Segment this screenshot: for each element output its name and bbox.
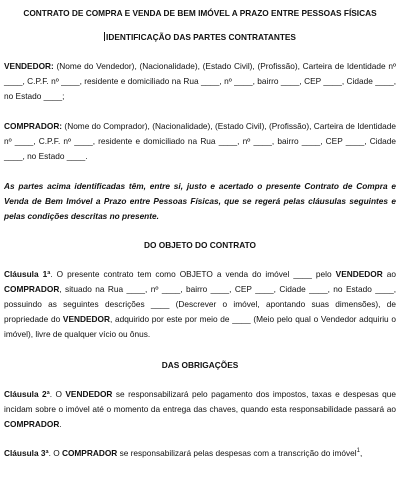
clausula-3-label: Cláusula 3ª <box>4 448 49 458</box>
identification-heading-text: IDENTIFICAÇÃO DAS PARTES CONTRATANTES <box>106 32 296 42</box>
clausula-3-text-3: , <box>359 448 363 458</box>
clausula-3-text-2: se responsabilizará pelas despesas com a transcrição do imóvel <box>117 448 357 458</box>
clausula-2-comprador: COMPRADOR <box>4 419 60 429</box>
vendedor-text: (Nome do Vendedor), (Nacionalidade), (Estado Civil), (Profissão), Carteira de Identidade nº ____, C.P.F. nº ____, residente e domiciliado na Rua ____, nº ____, bairro ____, CEP ____, Cidade ____, no Estado ____; <box>4 61 396 101</box>
intro-paragraph: As partes acima identificadas têm, entre si, justo e acertado o presente Contrato de Compra e Venda de Bem Imóvel a Prazo entre Pessoas Físicas, que se regerá pelas cláusulas seguintes e pelas condições descritas no presente. <box>4 181 396 221</box>
obrigacoes-heading: DAS OBRIGAÇÕES <box>161 360 239 370</box>
vendedor-paragraph <box>4 59 396 104</box>
comprador-label: COMPRADOR: <box>4 121 63 131</box>
clausula-1-text-4: , adquirido por este por meio de ____ (Meio pelo qual o Vendedor adquiriu o imóvel), livre de qualquer vício ou ônus. <box>4 314 396 339</box>
text-cursor <box>104 32 105 41</box>
clausula-1-comprador: COMPRADOR <box>4 284 60 294</box>
clausula-2-vendedor: VENDEDOR <box>65 389 113 399</box>
clausula-2-text-2: se responsabilizará pelo pagamento dos impostos, taxas e despesas que incidam sobre o imóvel até o momento da entrega das chaves, quando esta responsabilidade passará ao <box>4 389 396 414</box>
clausula-1-vendedor: VENDEDOR <box>335 269 383 279</box>
clausula-1-text-3: , situado na Rua ____, nº ____, bairro ____, CEP ____, Cidade ____, no Estado ____, possuindo as seguintes descrições ____ (Descrever o imóvel, apontando suas dimensões), de propriedade do <box>4 284 396 324</box>
clausula-3-text-1: . O <box>48 448 62 458</box>
identification-heading <box>4 30 396 45</box>
clausula-2-label: Cláusula 2ª <box>4 389 50 399</box>
clausula-1-paragraph <box>4 267 396 342</box>
vendedor-label: VENDEDOR: <box>4 61 54 71</box>
clausula-1-label: Cláusula 1ª <box>4 269 51 279</box>
clausula-1-text-1: . O presente contrato tem como OBJETO a venda do imóvel ____ pelo <box>50 269 336 279</box>
clausula-3-comprador: COMPRADOR <box>61 448 118 458</box>
objeto-heading: DO OBJETO DO CONTRATO <box>143 240 257 250</box>
comprador-text: (Nome do Comprador), (Nacionalidade), (Estado Civil), (Profissão), Carteira de Identidade nº ____, C.P.F. nº ____, residente e domiciliado na Rua ____, nº ____, bairro ____, CEP ____, Cidade ____, no Estado ____. <box>4 121 396 161</box>
comprador-paragraph <box>4 119 396 164</box>
document-title: CONTRATO DE COMPRA E VENDA DE BEM IMÓVEL A PRAZO ENTRE PESSOAS FÍSICAS <box>23 8 377 18</box>
footnote-marker: 1 <box>356 448 360 455</box>
clausula-1-text-2: ao <box>382 269 396 279</box>
clausula-2-text-1: . O <box>49 389 66 399</box>
clausula-2-text-3: . <box>59 419 62 429</box>
clausula-1-vendedor-2: VENDEDOR <box>62 314 110 324</box>
clausula-3-paragraph <box>4 446 396 461</box>
clausula-2-paragraph <box>4 387 396 432</box>
